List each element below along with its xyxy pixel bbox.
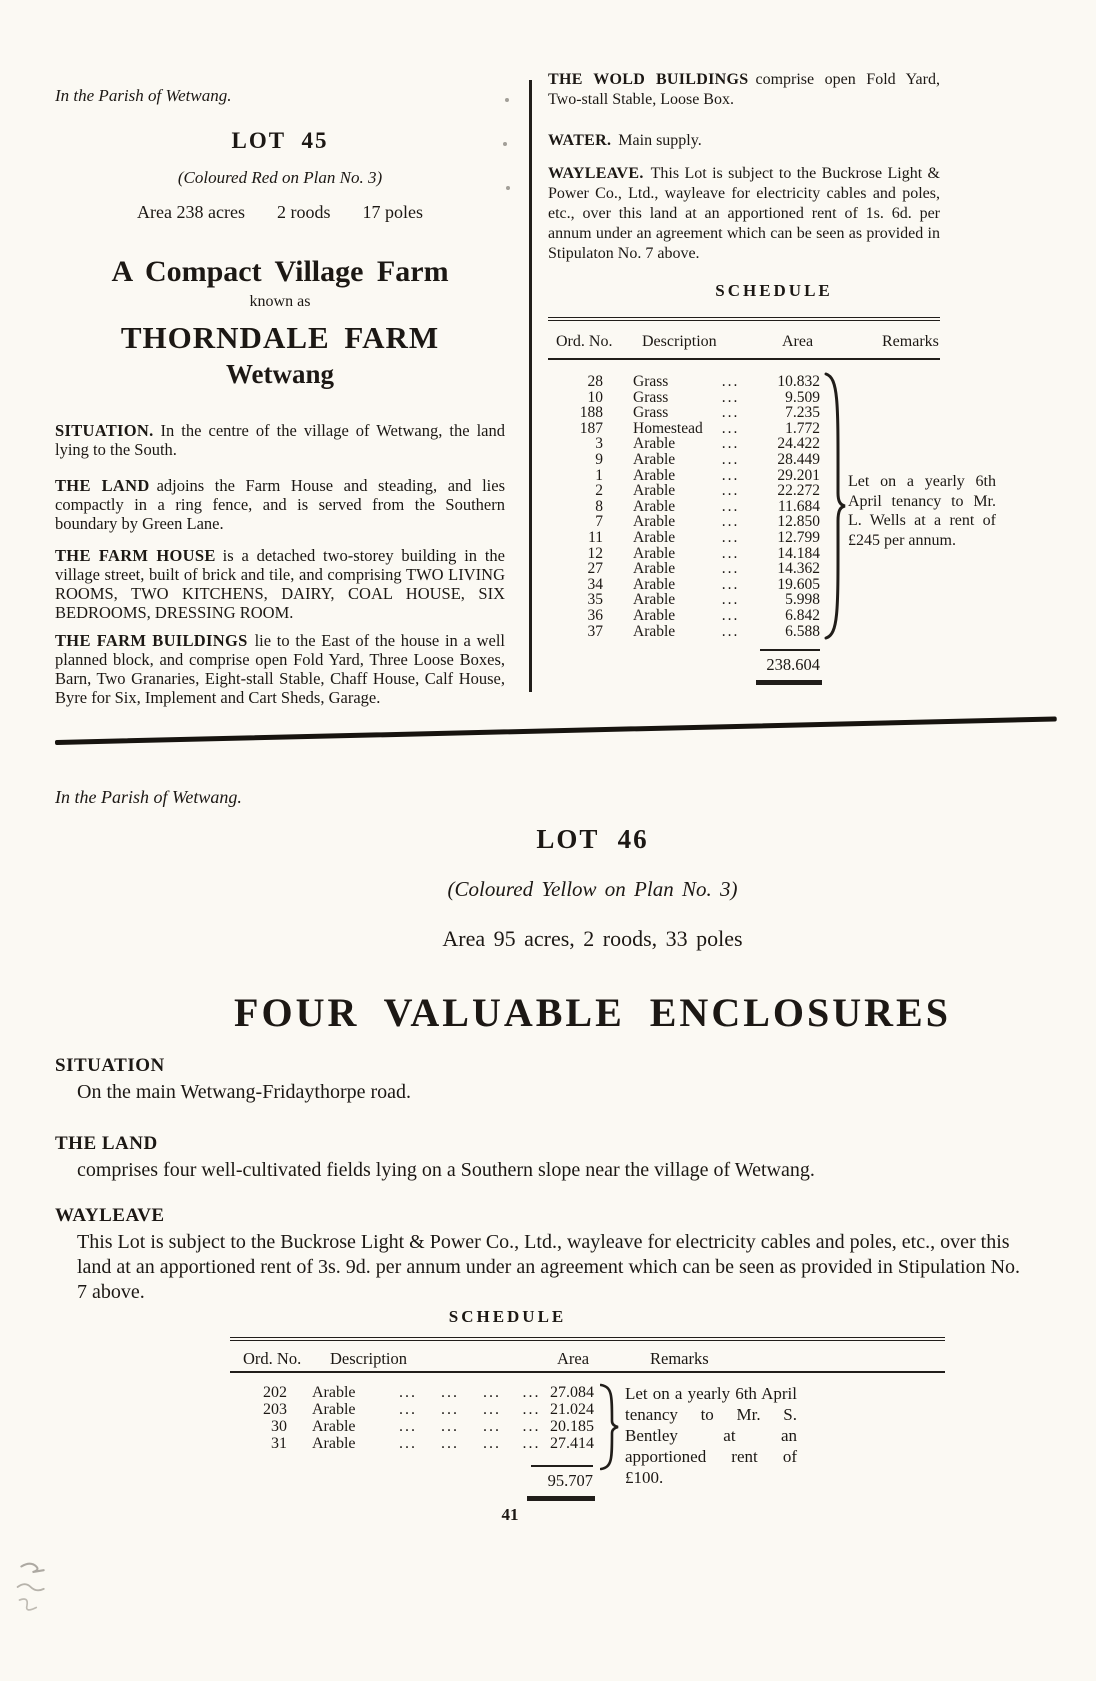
water-paragraph [548,131,940,151]
wold-buildings-text: comprise open Fold Yard, Two-stall Stable, Loose Box. [548,71,940,108]
water-lead: WATER. [548,132,612,149]
lot45-right-column [548,70,996,685]
situation-text: In the centre of the village of Wetwang, the land lying to the South. [55,421,505,459]
table-header-row [230,1341,945,1371]
table-row [230,1402,945,1419]
scan-speck [503,142,507,146]
dots-leader: ... [721,419,740,437]
schedule-title: SCHEDULE [448,1307,567,1326]
ord-cell: 11 [588,528,603,546]
header-ord: Ord. No. [243,1349,302,1368]
dots-leader: ... [721,560,740,578]
ord-cell: 36 [587,606,603,624]
column-divider-rule [529,80,532,692]
farmbuildings-lead: THE FARM BUILDINGS [55,631,248,650]
remarks-note: Let on a yearly 6th April tenancy to Mr. L. Wells at a rent of £245 per annum. [848,473,996,549]
header-ord: Ord. No. [556,333,613,350]
area-cell: 11.684 [777,497,820,515]
desc-cell: Grass [633,373,669,390]
farmbuildings-paragraph [55,631,505,707]
desc-cell: Arable [633,591,676,609]
land-lead: THE LAND [55,476,150,495]
table-row [548,592,940,608]
table-body [548,360,996,640]
area-poles: 17 poles [362,202,423,222]
dots-leader: ... [522,1435,541,1452]
scan-speck [505,98,509,102]
lot46-title: FOUR VALUABLE ENCLOSURES [234,990,951,1035]
scan-speck [506,186,510,190]
dots-leader: ... [441,1418,459,1435]
table-header-row [548,321,940,358]
area-cell: 19.605 [777,575,820,593]
desc-cell: Arable [312,1418,356,1435]
desc-cell: Arable [633,544,676,562]
area-cell: 27.414 [550,1435,594,1452]
ord-cell: 188 [579,404,603,422]
grouping-brace [824,372,846,640]
dots-leader: ... [721,466,740,484]
table-row [548,452,940,468]
ord-cell: 34 [587,575,603,593]
grouping-brace [600,1383,620,1471]
dots-leader: ... [721,404,740,422]
ord-cell: 7 [595,513,603,531]
dots-leader: ... [399,1384,417,1401]
area-roods: 2 roods [276,202,331,222]
ord-cell: 30 [271,1418,287,1435]
farmhouse-paragraph [55,546,505,622]
area-cell: 10.832 [777,373,820,390]
dots-leader: ... [483,1435,501,1452]
area-line [55,201,505,223]
lot45-left-column [55,86,505,707]
area-cell: 28.449 [777,450,820,468]
lot46-headings [130,824,1055,1036]
dots-leader: ... [522,1418,541,1435]
area-cell: 27.084 [550,1384,594,1401]
desc-cell: Arable [312,1435,356,1452]
situation-lead: SITUATION. [55,421,154,440]
table-row [230,1419,945,1436]
dots-leader: ... [721,450,740,468]
ord-cell: 1 [595,466,603,484]
dots-leader: ... [721,575,740,593]
dots-leader: ... [721,388,740,406]
situation-text: On the main Wetwang-Fridaythorpe road. [77,1081,412,1103]
dots-leader: ... [721,591,740,609]
situation-heading: SITUATION [55,1055,165,1076]
wold-buildings-lead: THE WOLD BUILDINGS [548,71,749,88]
dots-leader: ... [721,482,740,500]
area-cell: 21.024 [550,1401,594,1418]
ord-cell: 31 [271,1435,287,1452]
parish-line: In the Parish of Wetwang. [55,86,232,105]
desc-cell: Arable [312,1401,356,1418]
farmbuildings-text: lie to the East of the house in a well planned block, and comprise open Fold Yard, Three Loose Boxes, Barn, Two Granaries, Eight-stall Stable, Chaff House, Calf House, Byre for Six, Implement and Cart Sheds, Garage. [55,631,505,707]
total-bar [527,1496,595,1501]
table-row [548,624,940,640]
lot46-schedule-table [230,1337,945,1501]
pencil-scribble [12,1558,68,1616]
wayleave-text: This Lot is subject to the Buckrose Light & Power Co., Ltd., wayleave for electricity cables and poles, etc., over this land at an apportioned rent of 3s. 9d. per annum under an agreement which can be seen as provided in Stipulation No. 7 above. [77,1231,1021,1303]
desc-cell: Homestead [633,419,703,437]
page-number: 41 [501,1505,519,1524]
ord-cell: 37 [587,622,603,640]
desc-cell: Arable [633,450,676,468]
farm-place: Wetwang [226,359,334,389]
total-value: 95.707 [547,1471,593,1490]
desc-cell: Arable [633,528,676,546]
section-divider-rule [55,716,1057,745]
header-area: Area [557,1349,590,1368]
ord-cell: 187 [579,419,603,437]
table-row [230,1385,945,1402]
table-row [548,608,940,624]
dots-leader: ... [721,497,740,515]
ord-cell: 2 [595,482,603,500]
dots-leader: ... [721,435,740,453]
area-cell: 6.842 [785,606,820,624]
area-cell: 29.201 [777,466,820,484]
area-cell: 20.185 [550,1418,594,1435]
desc-cell: Arable [633,466,676,484]
lot45-schedule-table [548,317,996,685]
desc-cell: Arable [633,435,676,453]
dots-leader: ... [483,1418,501,1435]
dots-leader: ... [483,1401,501,1418]
ord-cell: 202 [263,1384,287,1401]
desc-cell: Grass [633,404,669,422]
table-total-block [548,649,820,685]
table-row [548,561,940,577]
ord-cell: 12 [587,544,603,562]
dots-leader: ... [721,528,740,546]
table-total-block [230,1465,593,1501]
header-remarks: Remarks [650,1349,709,1368]
desc-cell: Arable [633,606,676,624]
farm-title: A Compact Village Farm [111,255,449,288]
area-cell: 14.184 [777,544,820,562]
ord-cell: 28 [587,373,603,390]
header-remarks: Remarks [882,333,939,350]
farmhouse-lead: THE FARM HOUSE [55,546,216,565]
desc-cell: Arable [633,482,676,500]
dots-leader: ... [441,1435,459,1452]
land-paragraph [55,476,505,533]
area-cell: 9.509 [785,388,820,406]
area-cell: 6.588 [785,622,820,640]
plan-note: (Coloured Yellow on Plan No. 3) [447,877,738,901]
table-row [548,436,940,452]
area-cell: 12.850 [777,513,820,531]
dots-leader: ... [721,622,740,640]
area-acres: Area 238 acres [137,202,245,222]
ord-cell: 10 [587,388,603,406]
desc-cell: Grass [633,388,669,406]
dots-leader: ... [721,606,740,624]
area-cell: 1.772 [785,419,820,437]
known-as-label: known as [249,293,311,310]
area-line: Area 95 acres, 2 roods, 33 poles [442,926,743,951]
dots-leader: ... [399,1401,417,1418]
farmhouse-text: is a detached two-storey building in the village street, built of brick and tile, and comprising TWO LIVING ROOMS, TWO KITCHENS, DAIRY, COAL HOUSE, SIX BEDROOMS, DRESSING ROOM. [55,546,505,622]
desc-cell: Arable [633,575,676,593]
remarks-note: Let on a yearly 6th April tenancy to Mr. S. Bentley at an apportioned rent of £100. [625,1384,797,1487]
parish-line: In the Parish of Wetwang. [55,787,242,807]
table-row [548,421,940,437]
desc-cell: Arable [633,513,676,531]
table-row [230,1436,945,1453]
lot45-heading: LOT 45 [231,128,329,153]
total-value: 238.604 [766,655,820,675]
water-text: Main supply. [618,132,702,149]
area-cell: 22.272 [777,482,820,500]
dots-leader: ... [483,1384,501,1401]
dots-leader: ... [399,1435,417,1452]
land-text: adjoins the Farm House and steading, and lies compactly in a ring fence, and is served from the Southern boundary by Green Lane. [55,476,505,533]
area-cell: 14.362 [777,560,820,578]
ord-cell: 27 [587,560,603,578]
desc-cell: Arable [633,560,676,578]
desc-cell: Arable [633,622,676,640]
ord-cell: 8 [595,497,603,515]
dots-leader: ... [721,513,740,531]
table-row [548,390,940,406]
header-area: Area [782,333,814,350]
land-text: comprises four well-cultivated fields lying on a Southern slope near the village of Wetwang. [77,1159,815,1181]
area-cell: 12.799 [777,528,820,546]
dots-leader: ... [399,1418,417,1435]
table-row [548,577,940,593]
ord-cell: 3 [595,435,603,453]
ord-cell: 203 [263,1401,287,1418]
total-bar [756,680,822,685]
desc-cell: Arable [633,497,676,515]
ord-cell: 35 [587,591,603,609]
farm-name: THORNDALE FARM [120,320,440,355]
schedule-title: SCHEDULE [715,281,833,300]
area-cell: 7.235 [785,404,820,422]
table-row [548,374,940,390]
dots-leader: ... [522,1401,541,1418]
lot46-heading: LOT 46 [536,824,649,854]
lot46-section [55,786,1055,1501]
wayleave-lead: WAYLEAVE. [548,165,644,182]
situation-paragraph [55,421,505,459]
plan-note: (Coloured Red on Plan No. 3) [177,168,383,187]
dots-leader: ... [441,1401,459,1418]
area-cell: 5.998 [785,591,820,609]
table-row [548,405,940,421]
header-desc: Description [642,333,717,350]
dots-leader: ... [441,1384,459,1401]
wayleave-heading: WAYLEAVE [55,1205,165,1226]
ord-cell: 9 [595,450,603,468]
wayleave-text: This Lot is subject to the Buckrose Light & Power Co., Ltd., wayleave for electricity cables and poles, etc., over this land at an apportioned rent of 1s. 6d. per annum under an agreement which can be seen as provided in Stipulaton No. 7 above. [548,165,940,262]
dots-leader: ... [721,373,740,390]
land-heading: THE LAND [55,1133,158,1154]
desc-cell: Arable [312,1384,356,1401]
dots-leader: ... [721,544,740,562]
area-cell: 24.422 [777,435,820,453]
wayleave-paragraph [548,164,940,264]
header-desc: Description [330,1349,407,1368]
dots-leader: ... [522,1384,541,1401]
wold-buildings-paragraph [548,70,940,110]
